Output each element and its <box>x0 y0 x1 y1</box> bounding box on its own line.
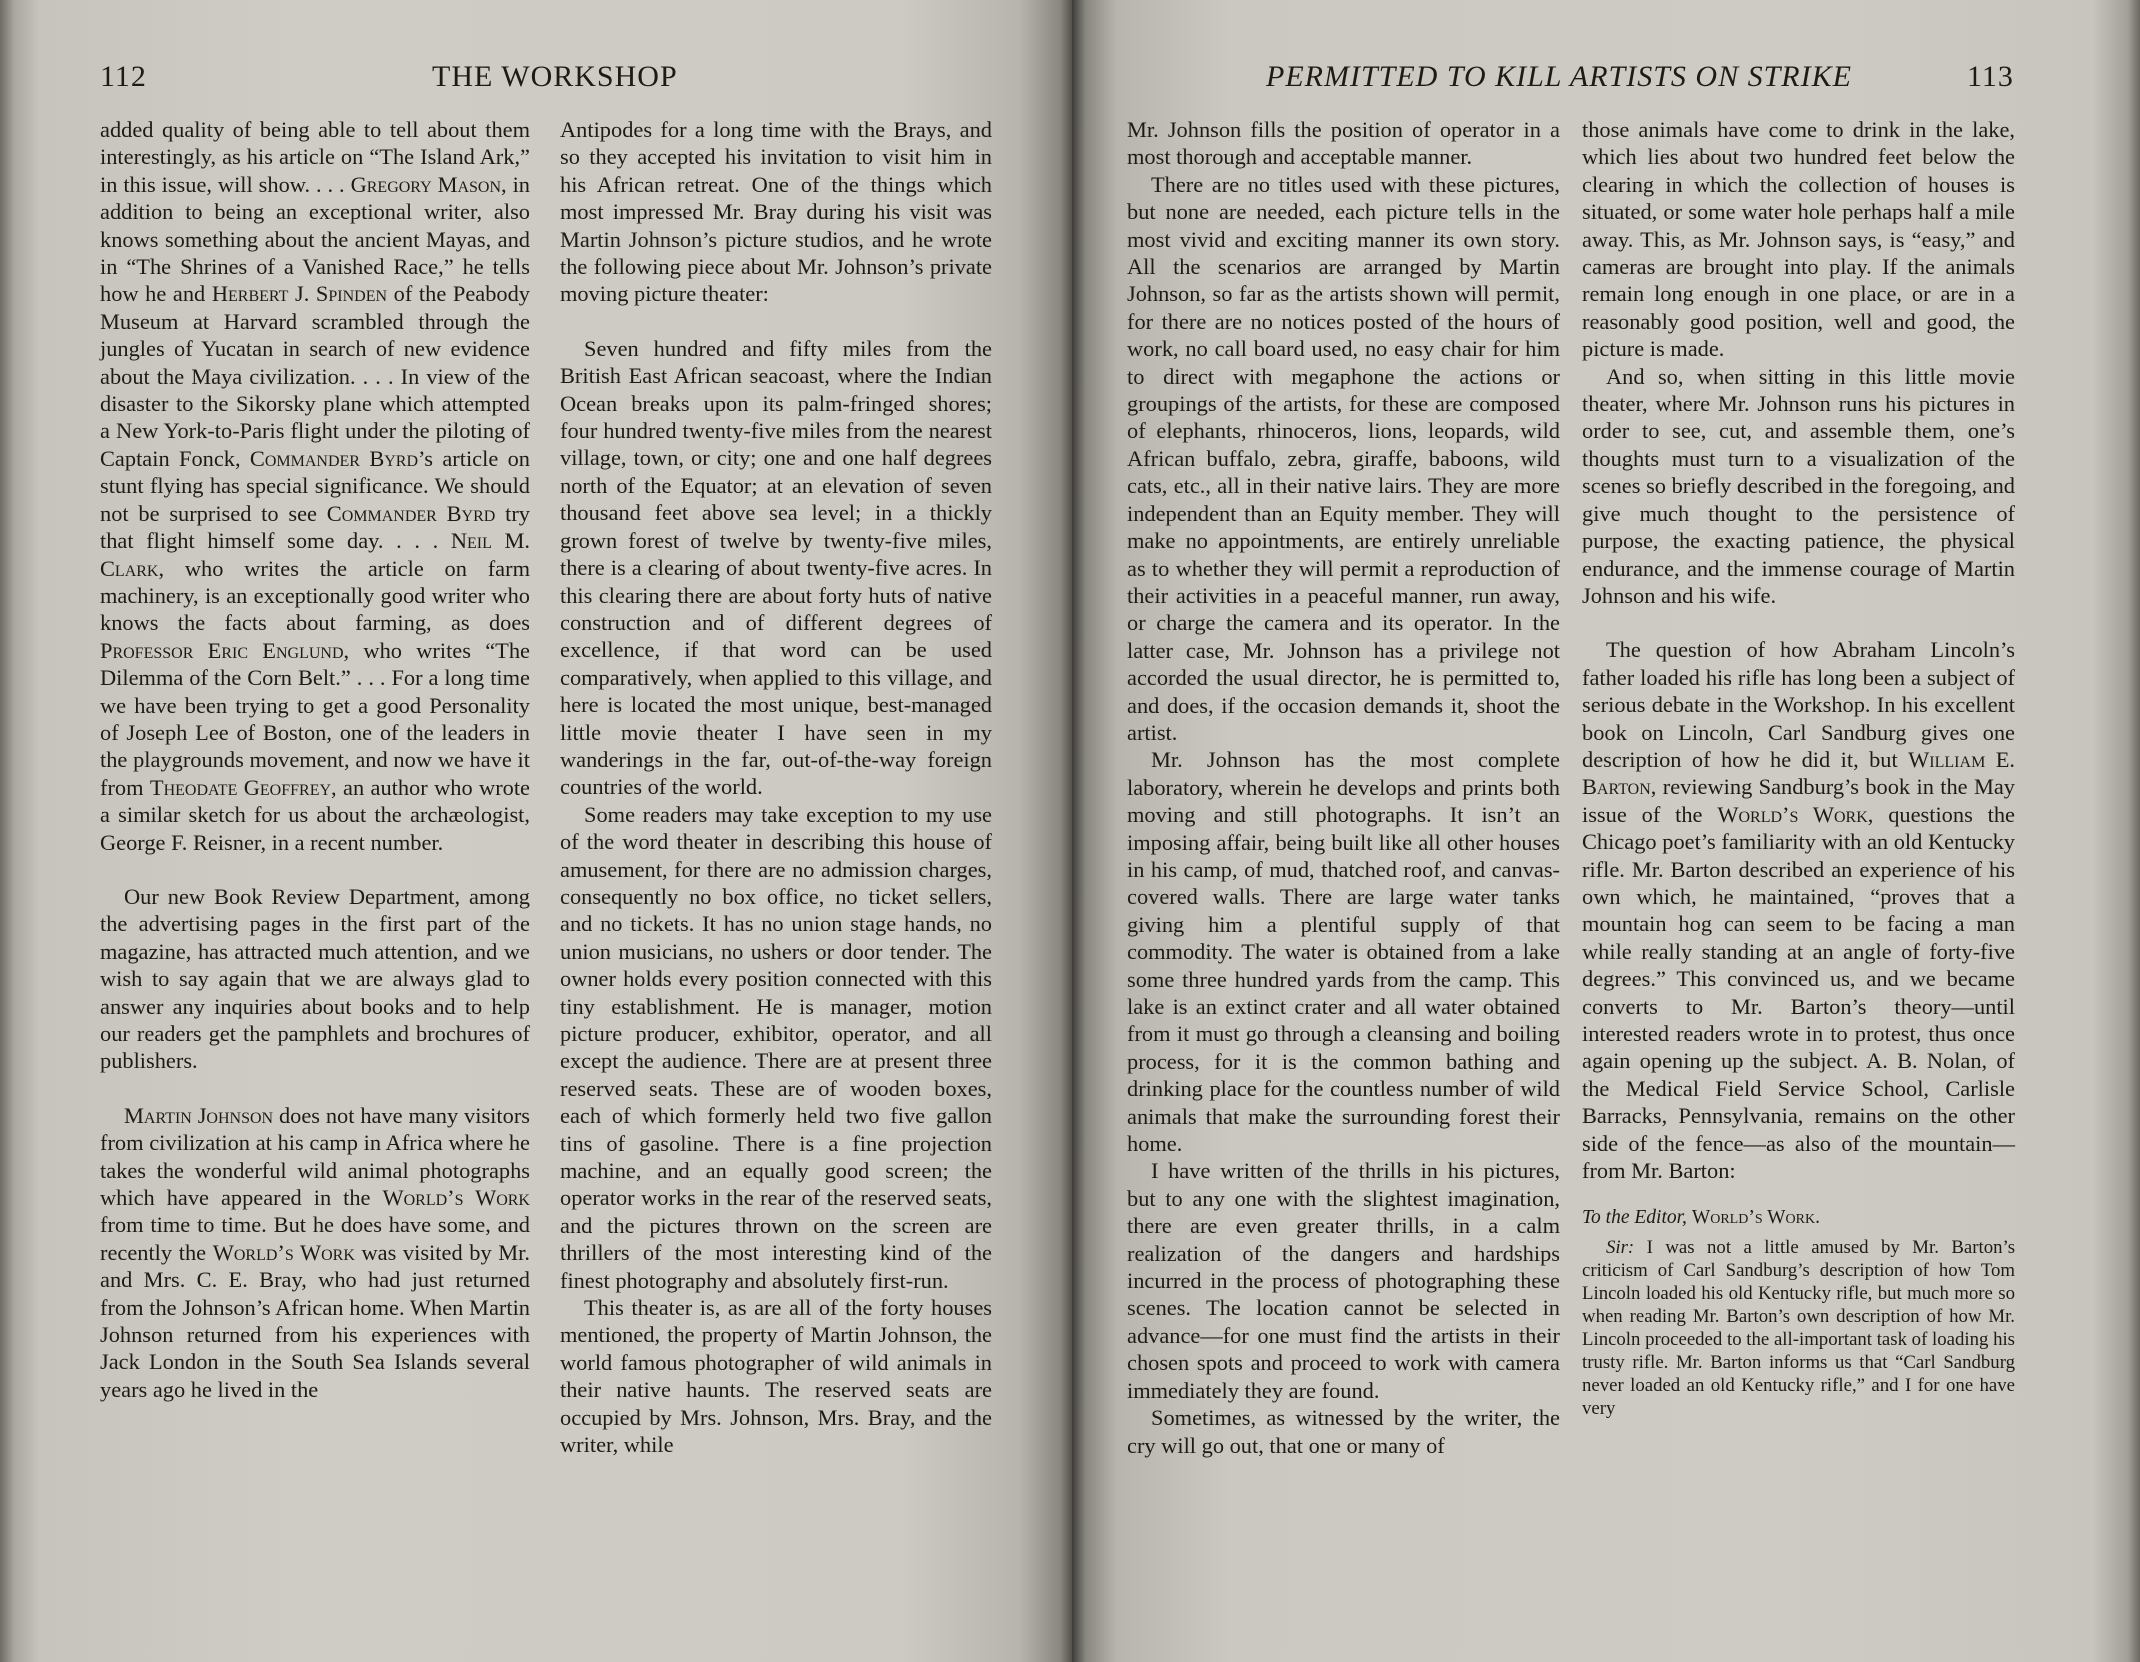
paragraph-property: This theater is, as are all of the forty houses mentioned, the property of Martin Johnson, the world famous photographer of wild animals in their native haunts. The reserved seats are occupied by Mrs. Johnson, Mrs. Bray, and the writer, while <box>560 1295 992 1458</box>
page-number-right: 113 <box>1967 60 2014 93</box>
right-column-1 <box>1127 116 1560 1459</box>
paragraph-book-review: Our new Book Review Department, among the advertising pages in the first part of the magazine, has attracted much attention, and we wish to say again that we are always glad to answer any inquiries about books and to help our readers get the pamphlets and brochures of publishers. <box>100 883 530 1074</box>
name-gregory-mason: Gregory Mason <box>350 171 502 197</box>
magazine-name: World’s Work <box>1717 801 1868 827</box>
paragraph-theater: Some readers may take exception to my use of the word theater in describing this house of amusement, for there are no admission charges, consequently no box office, no ticket sellers, and no tickets. It has no union stage hands, no union musicians, no ushers or door tender. The owner holds every position connected with this tiny establishment. He is manager, motion picture producer, exhibitor, operator, and all except the audience. There are at present three reserved seats. These are of wooden boxes, each of which formerly held two five gallon tins of gasoline. There is a fine projection machine, and an equally good screen; the operator works in the rear of the reserved seats, and the pictures thrown on the screen are thrillers of the most interesting kind of the finest photography and absolutely first-run. <box>560 801 992 1293</box>
right-column-2 <box>1582 116 2015 1420</box>
paragraph-no-titles: There are no titles used with these pictures, but none are needed, each picture tells in the most vivid and exciting manner its own story. All the scenarios are arranged by Martin Johnson, so far as the artists shown will permit, for there are no notices posted of the hours of work, no call board used, no easy chair for him to direct with megaphone the actions or groupings of the artists, for these are composed of elephants, rhinoceros, lions, leopards, wild African buffalo, zebra, giraffe, baboons, wild cats, etc., all in their native lairs. They are more independent than an Equity member. They will make no appointments, are entirely unreliable as to whether they will permit a reproduction of their activities in a peaceful manner, run away, or charge the camera and its operator. In the latter case, Mr. Johnson has a privilege not accorded the usual director, he is permitted to, and does, if the occasion demands it, shoot the artist. <box>1127 171 1560 745</box>
letter-body: Sir: I was not a little amused by Mr. Barton’s criticism of Carl Sandburg’s description of how Tom Lincoln loaded his old Kentucky rifle, but much more so when reading Mr. Barton’s own description of how Mr. Lincoln proceeded to the all-important task of loading his trusty rifle. Mr. Barton informs us that “Carl Sandburg never loaded an old Kentucky rifle,” and I for one have very <box>1582 1236 2015 1419</box>
paragraph-sometimes: Sometimes, as witnessed by the writer, the cry will go out, that one or many of <box>1127 1405 1560 1458</box>
running-head-left: THE WORKSHOP <box>432 60 678 93</box>
paragraph-operator: Mr. Johnson fills the position of operator in a most thorough and acceptable manner. <box>1127 117 1560 170</box>
paragraph-lincoln-rifle: The question of how Abraham Lincoln’s father loaded his rifle has long been a subject of serious debate in the Workshop. In his excellent book on Lincoln, Carl Sandburg gives one description of how he did it, but William E. Barton, reviewing Sandburg’s book in the May issue of the World’s Work, questions the Chicago poet’s familiarity with an old Kentucky rifle. Mr. Barton described an experience of his own which, he maintained, “proves that a mountain hog can seem to be facing a man while really standing at an angle of forty-five degrees.” This convinced us, and we became converts to Mr. Barton’s theory—until interested readers wrote in to protest, thus once again opening up the subject. A. B. Nolan, of the Medical Field Service School, Carlisle Barracks, Pennsylvania, remains on the other side of the fence—as also of the mountain—from Mr. Barton: <box>1582 637 2016 1184</box>
name-martin-johnson: Martin Johnson <box>124 1102 274 1128</box>
paragraph-animals-drink: those animals have come to drink in the lake, which lies about two hundred feet below the clearing in which the collection of houses is situated, or some water hole perhaps half a mile away. This, as Mr. Johnson says, is “easy,” and cameras are brought into play. If the animals remain long enough in one place, or are in a reasonably good position, well and good, the picture is made. <box>1582 117 2015 362</box>
paragraph-contributors: added quality of being able to tell about them interestingly, as his article on “The Island Ark,” in this issue, will show. . . . Gregory Mason, in addition to being an exceptional writer, also knows something about the ancient Mayas, and in “The Shrines of a Vanished Race,” he tells how he and Herbert J. Spinden of the Peabody Museum at Harvard scrambled through the jungles of Yucatan in search of new evidence about the Maya civilization. . . . In view of the disaster to the Sikorsky plane which attempted a New York-to-Paris flight under the piloting of Captain Fonck, Commander Byrd’s article on stunt flying has special significance. We should not be surprised to see Commander Byrd try that flight himself some day. . . . Neil M. Clark, who writes the article on farm machinery, is an exceptionally good writer who knows the facts about farming, as does Professor Eric Englund, who writes “The Dilemma of the Corn Belt.” . . . For a long time we have been trying to get a good Personality of Joseph Lee of Boston, one of the leaders in the playgrounds movement, and now we have it from Theodate Geoffrey, an author who wrote a similar sketch for us about the archæologist, George F. Reisner, in a recent number. <box>100 117 531 855</box>
name-herbert-spinden: Herbert J. Spinden <box>211 281 388 307</box>
magazine-name: World’s Work <box>382 1185 530 1211</box>
left-column-2 <box>560 116 992 1459</box>
paragraph-bray-intro: Antipodes for a long time with the Brays, and so they accepted his invitation to visit him in his African retreat. One of the things which most impressed Mr. Bray during his visit was Martin Johnson’s picture studios, and he wrote the following piece about Mr. Johnson’s private moving picture theater: <box>560 117 992 307</box>
paragraph-laboratory: Mr. Johnson has the most complete laboratory, wherein he develops and prints both moving and still photographs. It isn’t an imposing affair, being built like all other houses in his camp, of mud, thatched roof, and canvas-covered walls. There are large water tanks giving him a plentiful supply of that commodity. The water is obtained from a lake some three hundred yards from the camp. This lake is an extinct crater and all water obtained from it must go through a cleansing and boiling process, for it is the common bathing and drinking place for the countless number of wild animals that make the surrounding forest their home. <box>1127 747 1560 1157</box>
magazine-name: World’s Work <box>212 1239 355 1265</box>
left-column-1 <box>100 116 530 1403</box>
paragraph-movie-theater: And so, when sitting in this little movie theater, where Mr. Johnson runs his pictures in order to see, cut, and assemble them, one’s thoughts must turn to a visualization of the scenes so briefly described in the foregoing, and give much thought to the persistence of purpose, the exacting patience, the physical endurance, and the immense courage of Martin Johnson and his wife. <box>1582 363 2015 608</box>
name-william-barton: William E. Barton <box>1582 746 2016 800</box>
paragraph-clearing: Seven hundred and fifty miles from the British East African seacoast, where the Indian Ocean breaks upon its palm-fringed shores; four hundred twenty-five miles from the nearest village, town, or city; one and one half degrees north of the Equator; at an elevation of seven thousand feet above sea level; in a thickly grown forest of twelve by twenty-five miles, there is a clearing of about twenty-five acres. In this clearing there are about forty huts of native construction and of different degrees of excellence, if that word can be used comparatively, when applied to this village, and here is located the most unique, best-managed little movie theater I have seen in my wanderings in the far, out-of-the-way foreign countries of the world. <box>560 335 992 800</box>
name-neil-clark: Neil M. Clark <box>100 528 530 581</box>
name-commander-byrd: Commander Byrd <box>249 445 419 471</box>
paragraph-thrills: I have written of the thrills in his pictures, but to any one with the slightest imagination, there are even greater thrills, in a calm realization of the dangers and hardships incurred in the process of photographing these scenes. The location cannot be selected in advance—for one must find the artists in their chosen spots and proceed to work with camera immediately they are found. <box>1127 1158 1560 1403</box>
page-number-left: 112 <box>100 60 147 93</box>
paragraph-martin-johnson: Martin Johnson does not have many visitors from civilization at his camp in Africa where he takes the wonderful wild animal photographs which have appeared in the World’s Work from time to time. But he does have some, and recently the World’s Work was visited by Mr. and Mrs. C. E. Bray, who had just returned from the Johnson’s African home. When Martin Johnson returned from his experiences with Jack London in the South Sea Islands several years ago he lived in the <box>100 1102 530 1402</box>
running-head-right: PERMITTED TO KILL ARTISTS ON STRIKE <box>1266 60 1852 93</box>
letter-salutation: To the Editor, World’s Work. <box>1582 1207 1820 1229</box>
name-eric-englund: Professor Eric Englund <box>100 637 344 663</box>
name-commander-byrd: Commander Byrd <box>326 500 496 526</box>
name-theodate-geoffrey: Theodate Geoffrey <box>149 774 332 800</box>
right-page <box>1072 0 2140 1662</box>
